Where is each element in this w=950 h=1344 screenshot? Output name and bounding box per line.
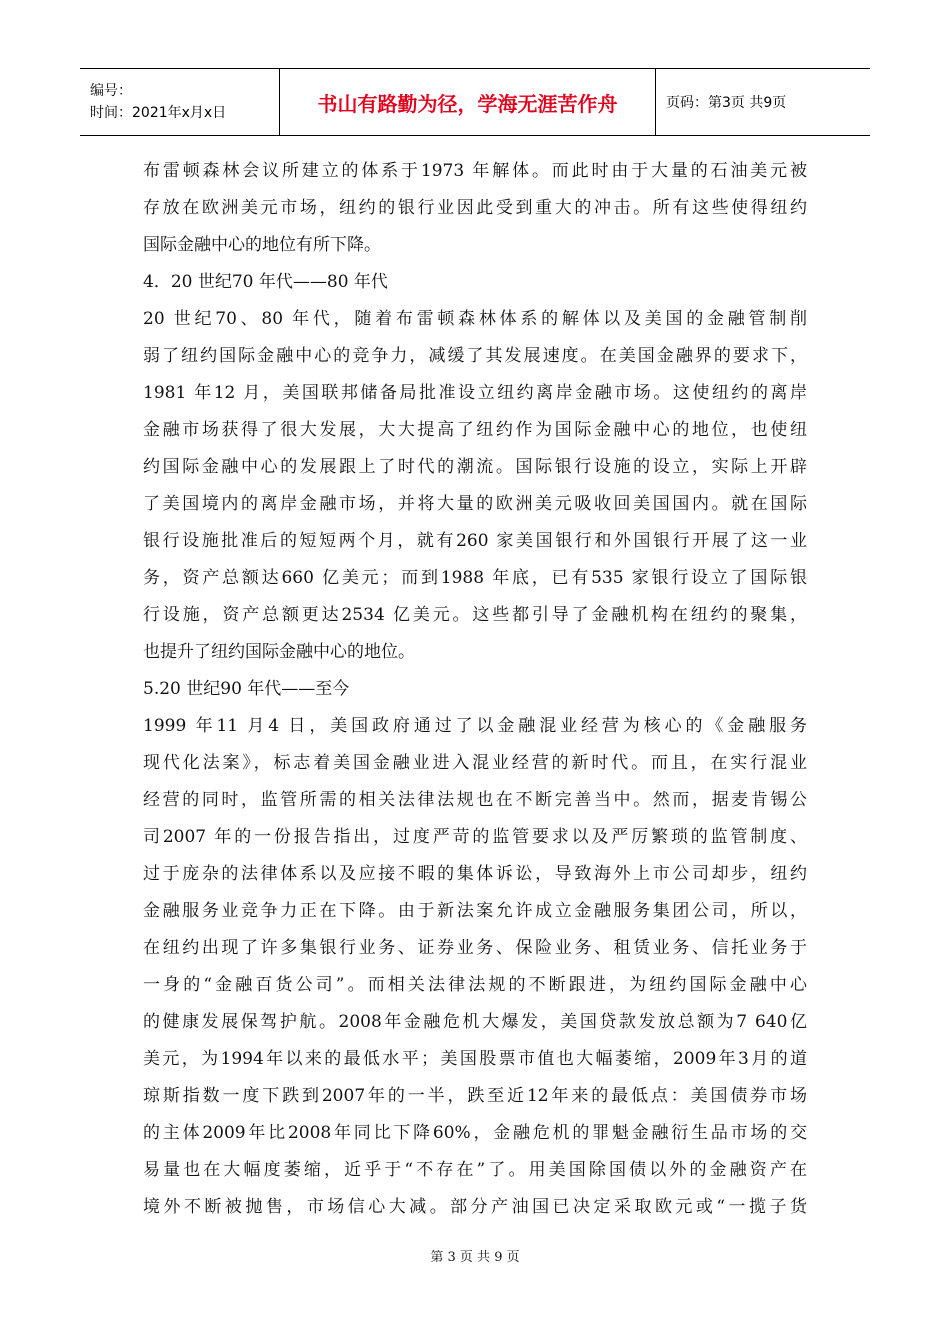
- text-line: 金融市场获得了很大发展，大大提高了纽约作为国际金融中心的地位，也使纽: [143, 420, 807, 440]
- text-line: 金融服务业竞争力正在下降。由于新法案允许成立金融服务集团公司，所以，: [143, 901, 807, 921]
- header-page-number: 页码：第3页 共9页: [666, 95, 787, 111]
- text-line: 4．20 世纪70 年代——80 年代: [143, 272, 388, 292]
- document-number-label: 编号：: [90, 83, 132, 99]
- page-header: [80, 68, 870, 136]
- text-line: 琼斯指数一度下跌到2007年的一半，跌至近12年来的最低点：美国债券市场: [143, 1086, 807, 1106]
- text-line: 经营的同时，监管所需的相关法律法规也在不断完善当中。然而，据麦肯锡公: [143, 790, 807, 810]
- text-line: 1981 年12 月，美国联邦储备局批准设立纽约离岸金融市场。这使纽约的离岸: [143, 383, 807, 403]
- text-line: 易量也在大幅度萎缩，近乎于“不存在”了。用美国除国债以外的金融资产在: [143, 1160, 807, 1180]
- text-line: 20 世纪70、80 年代，随着布雷顿森林体系的解体以及美国的金融管制削: [143, 309, 807, 329]
- text-line: 5.20 世纪90 年代——至今: [143, 679, 350, 699]
- text-line: 的健康发展保驾护航。2008年金融危机大爆发，美国贷款发放总额为7 640亿: [143, 1012, 807, 1032]
- page-footer: 第 3 页 共 9 页: [430, 1250, 520, 1265]
- header-info-cell: [80, 69, 280, 135]
- text-line: 一身的“金融百货公司”。而相关法律法规的不断跟进，为纽约国际金融中心: [143, 975, 807, 995]
- text-line: 现代化法案》，标志着美国金融业进入混业经营的新时代。而且，在实行混业: [143, 753, 807, 773]
- header-motto: 书山有路勤为径，学海无涯苦作舟: [280, 69, 656, 135]
- text-line: 银行设施批准后的短短两个月，就有260 家美国银行和外国银行开展了这一业: [143, 531, 807, 551]
- text-line: 约国际金融中心的发展跟上了时代的潮流。国际银行设施的设立，实际上开辟: [143, 457, 807, 477]
- text-line: 行设施，资产总额更达2534 亿美元。这些都引导了金融机构在纽约的聚集，: [143, 605, 807, 625]
- body-text: [143, 153, 807, 1226]
- text-line: 务，资产总额达660 亿美元；而到1988 年底，已有535 家银行设立了国际银: [143, 568, 807, 588]
- text-line: 存放在欧洲美元市场，纽约的银行业因此受到重大的冲击。所有这些使得纽约: [143, 198, 807, 218]
- text-line: 国际金融中心的地位有所下降。: [143, 235, 381, 255]
- text-line: 过于庞杂的法律体系以及应接不暇的集体诉讼，导致海外上市公司却步，纽约: [143, 864, 807, 884]
- text-line: 1999 年11 月4 日，美国政府通过了以金融混业经营为核心的《金融服务: [143, 716, 807, 736]
- text-line: 在纽约出现了许多集银行业务、证券业务、保险业务、租赁业务、信托业务于: [143, 938, 807, 958]
- document-time-label: 时间：2021年x月x日: [90, 105, 227, 121]
- text-line: 也提升了纽约国际金融中心的地位。: [143, 642, 415, 662]
- text-line: 弱了纽约国际金融中心的竞争力，减缓了其发展速度。在美国金融界的要求下，: [143, 346, 807, 366]
- text-line: 境外不断被抛售，市场信心大减。部分产油国已决定采取欧元或“一揽子货: [143, 1197, 807, 1217]
- text-line: 美元，为1994年以来的最低水平；美国股票市值也大幅萎缩，2009年3月的道: [143, 1049, 807, 1069]
- text-line: 的主体2009年比2008年同比下降60%，金融危机的罪魁金融衍生品市场的交: [143, 1123, 807, 1143]
- text-line: 了美国境内的离岸金融市场，并将大量的欧洲美元吸收回美国国内。就在国际: [143, 494, 807, 514]
- text-line: 司2007 年的一份报告指出，过度严苛的监管要求以及严厉繁琐的监管制度、: [143, 827, 807, 847]
- text-line: 布雷顿森林会议所建立的体系于1973 年解体。而此时由于大量的石油美元被: [143, 161, 807, 181]
